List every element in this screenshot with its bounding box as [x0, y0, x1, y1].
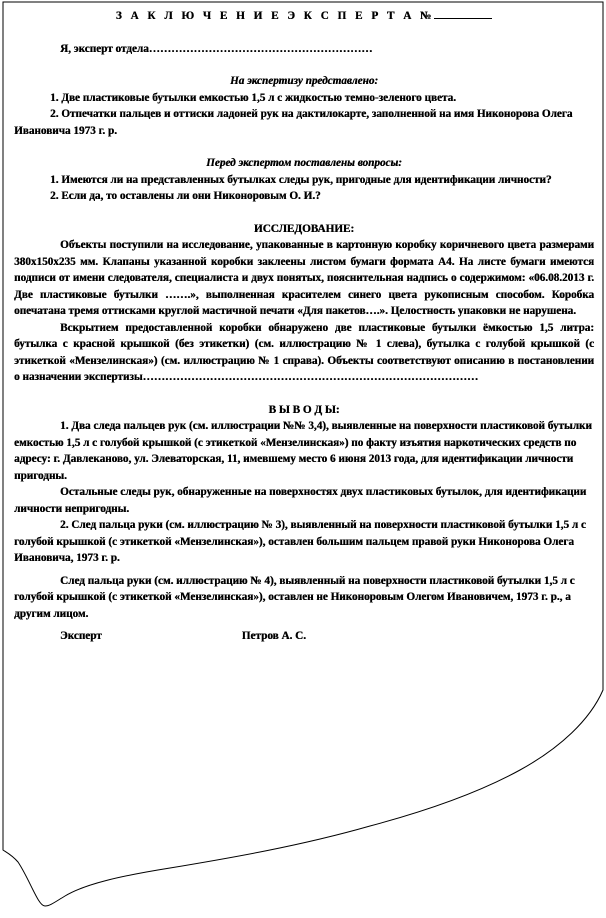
signature-name: Петров А. С. — [241, 630, 306, 642]
document-title: З А К Л Ю Ч Е Н И Е Э К С П Е Р Т А № — [14, 8, 594, 25]
questions-heading: Перед экспертом поставлены вопросы: — [206, 157, 402, 169]
research-paragraph-1: Объекты поступили на исследование, упакованные в картонную коробку коричневого цвета размерами 380х150х235 мм. Клапаны указанной коробки заклеены листом бумаги формата А4. На листе бумаги имеются подписи от имени следователя, специалиста и двух понятых, пояснительная надпись о содержимом: «06.08.2013 г. Две пластиковые бутылки …….», выполненная красителем синего цвета рукописным способом. Коробка опечатана тремя оттисками круглой мастичной печати «Для пакетов….». Целостность упаковки не нарушена. — [14, 239, 594, 317]
expert-intro: Я, эксперт отдела…………………………………………………… — [60, 42, 373, 55]
conclusion-heading: В Ы В О Д Ы: — [268, 403, 340, 416]
submitted-heading: На экспертизу представлено: — [229, 75, 379, 87]
question-1: 1. Имеются ли на представленных бутылках следы рук, пригодные для идентификации личности? — [50, 173, 552, 186]
conclusion-paragraph-4: След пальца руки (см. иллюстрацию № 4), выявленный на поверхности пластиковой бутылки 1,5 л с голубой крышкой (с этикеткой «Мензелинская»), оставлен не Никоноровым Олегом Ивановичем, 1973 г. р., а другим лицом. — [14, 574, 575, 620]
conclusion-paragraph-3: 2. След пальца руки (см. иллюстрацию № 3), выявленный на поверхности пластиковой бутылки 1,5 л с голубой крышкой (с этикеткой «Мензелинская»), оставлен большим пальцем правой руки Никонорова Олега Ивановича, 1973 г. р. — [14, 519, 586, 564]
conclusion-paragraph-2: Остальные следы рук, обнаруженные на поверхностях двух пластиковых бутылок, для идентификации личности непригодны. — [14, 486, 587, 515]
document-body — [14, 8, 594, 645]
question-2: 2. Если да, то оставлены ли они Никоноровым О. И.? — [50, 190, 321, 202]
research-heading: ИССЛЕДОВАНИЕ: — [253, 222, 355, 235]
research-paragraph-2: Вскрытием предоставленной коробки обнаружено две пластиковые бутылки ёмкостью 1,5 литра: бутылка с красной крышкой (без этикетки) (см. иллюстрацию № 1 слева), бутылка с голубой крышкой (с этикеткой «Мензелинская») (см. иллюстрацию № 1 справа). Объекты соответствуют описанию в постановлении о назначении экспертизы……………………………………………………………………………… — [14, 321, 594, 383]
submitted-item-2: 2. Отпечатки пальцев и оттиски ладоней рук на дактилокарте, заполненной на имя Никонорова Олега Ивановича 1973 г. р. — [14, 108, 573, 137]
signature-label: Эксперт — [60, 630, 102, 642]
submitted-item-1: 1. Две пластиковые бутылки емкостью 1,5 л с жидкостью темно-зеленого цвета. — [50, 91, 456, 104]
conclusion-paragraph-1: 1. Два следа пальцев рук (см. иллюстрации №№ 3,4), выявленные на поверхности пластиковой бутылки емкостью 1,5 л с голубой крышкой (с этикеткой «Мензелинская») по факту изъятия наркотических средств по адресу: г. Давлеканово, ул. Элеваторская, 11, имевшему место 6 июня 2013 года, для идентификации личности пригодны. — [14, 420, 592, 482]
signature-line — [14, 628, 594, 645]
number-blank — [434, 8, 492, 19]
